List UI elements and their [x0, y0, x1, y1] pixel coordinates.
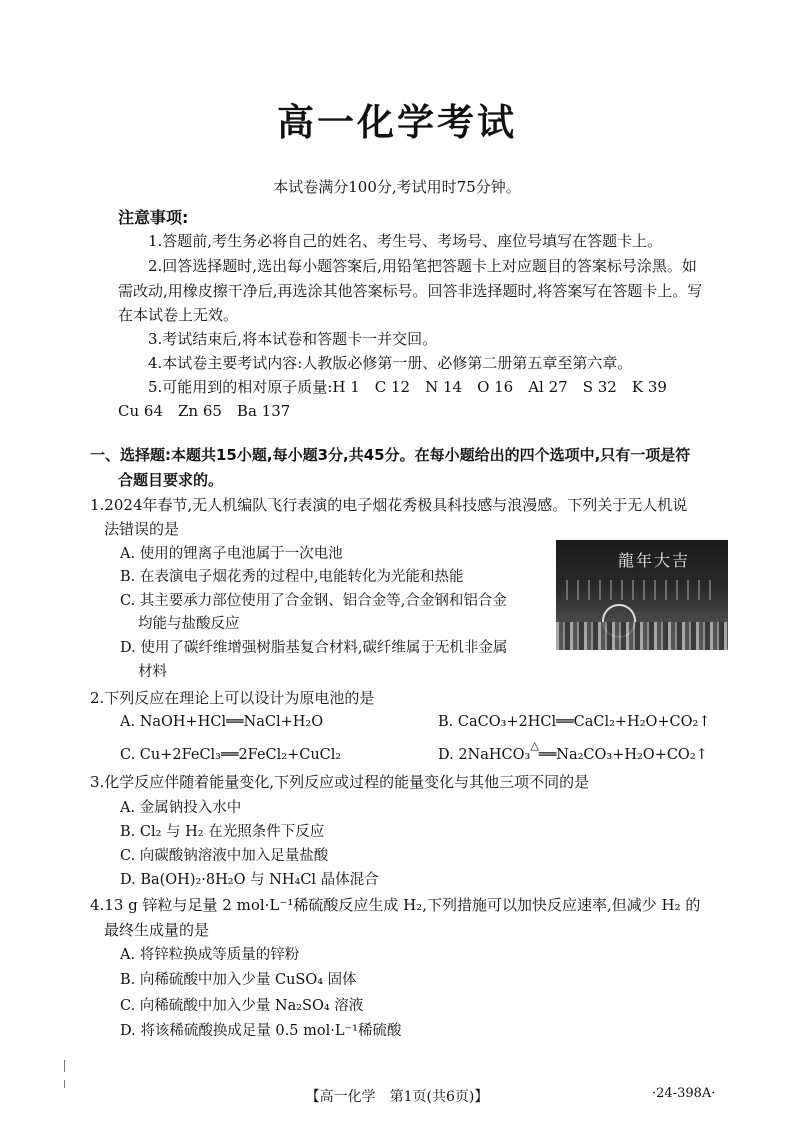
photo-lights-upper [566, 580, 716, 600]
section-heading-line-2: 合题目要求的。 [118, 471, 224, 489]
question-2-option-c: C. Cu+2FeCl₃══2FeCl₂+CuCl₂ [120, 747, 342, 763]
question-3-option-a: A. 金属钠投入水中 [120, 800, 242, 816]
photo-city-lights [556, 622, 728, 650]
question-3-option-d: D. Ba(OH)₂·8H₂O 与 NH₄Cl 晶体混合 [120, 872, 379, 888]
question-2-option-d-suffix: ══Na₂CO₃+H₂O+CO₂↑ [538, 747, 708, 763]
question-4-option-a: A. 将锌粒换成等质量的锌粉 [120, 947, 300, 963]
notice-item-5: 5.可能用到的相对原子质量:H 1 C 12 N 14 O 16 Al 27 S 32 K 39 [148, 378, 667, 396]
question-3-stem: 3.化学反应伴随着能量变化,下列反应或过程的能量变化与其他三项不同的是 [90, 773, 590, 791]
notice-item-5-cont: Cu 64 Zn 65 Ba 137 [118, 402, 291, 420]
question-2-option-a: A. NaOH+HCl══NaCl+H₂O [120, 714, 324, 730]
question-3-option-b: B. Cl₂ 与 H₂ 在光照条件下反应 [120, 824, 325, 840]
question-3-option-c: C. 向碳酸钠溶液中加入足量盐酸 [120, 848, 329, 864]
question-1-option-d: D. 使用了碳纤维增强树脂基复合材料,碳纤维属于无机非金属 [120, 640, 508, 656]
question-4-option-b: B. 向稀硫酸中加入少量 CuSO₄ 固体 [120, 972, 357, 988]
exam-info: 本试卷满分100分,考试用时75分钟。 [273, 178, 521, 196]
notice-item-1: 1.答题前,考生务必将自己的姓名、考生号、考场号、座位号填写在答题卡上。 [148, 232, 663, 250]
question-4-stem: 4.13 g 锌粒与足量 2 mol·L⁻¹稀硫酸反应生成 H₂,下列措施可以加快反应速率,但减少 H₂ 的 [90, 896, 701, 914]
heat-condition-symbol: △ [530, 739, 539, 752]
question-2-option-b: B. CaCO₃+2HCl══CaCl₂+H₂O+CO₂↑ [438, 714, 711, 730]
question-1-option-c-cont: 均能与盐酸反应 [138, 616, 240, 632]
binding-margin-mark [64, 1060, 65, 1072]
question-4-stem-cont: 最终生成量的是 [104, 921, 210, 939]
question-2-stem: 2.下列反应在理论上可以设计为原电池的是 [90, 689, 375, 707]
question-2-option-d-prefix: D. 2NaHCO₃ [438, 747, 531, 763]
question-1-stem-cont: 法错误的是 [104, 520, 180, 538]
paper-code: ·24-398A· [652, 1086, 716, 1101]
photo-caption: 龍年大吉 [618, 551, 691, 570]
question-2-option-d [438, 739, 708, 767]
section-heading-line-1: 一、选择题:本题共15小题,每小题3分,共45分。在每小题给出的四个选项中,只有一项是符 [90, 446, 691, 464]
question-4-option-c: C. 向稀硫酸中加入少量 Na₂SO₄ 溶液 [120, 998, 364, 1014]
question-1-stem: 1.2024年春节,无人机编队飞行表演的电子烟花秀极具科技感与浪漫感。下列关于无人机说 [90, 496, 688, 514]
notice-item-2: 2.回答选择题时,选出每小题答案后,用铅笔把答题卡上对应题目的答案标号涂黑。如需改动,用橡皮擦干净后,再选涂其他答案标号。回答非选择题时,将答案写在答题卡上。写在本试卷上无效。 [118, 257, 703, 324]
page-footer: 【高一化学 第1页(共6页)】 [305, 1089, 489, 1105]
question-1-option-b: B. 在表演电子烟花秀的过程中,电能转化为光能和热能 [120, 569, 464, 585]
notice-heading: 注意事项: [118, 208, 189, 227]
question-1-option-d-cont: 材料 [138, 664, 167, 680]
section-heading [90, 443, 740, 493]
page-title: 高一化学考试 [277, 101, 517, 144]
question-1-option-c: C. 其主要承力部位使用了合金钢、铝合金等,合金钢和铝合金 [120, 593, 507, 609]
drone-fireworks-photo [556, 540, 728, 650]
notice-item-3: 3.考试结束后,将本试卷和答题卡一并交回。 [148, 330, 438, 348]
notice-item-4: 4.本试卷主要考试内容:人教版必修第一册、必修第二册第五章至第六章。 [148, 354, 633, 372]
question-4-option-d: D. 将该稀硫酸换成足量 0.5 mol·L⁻¹稀硫酸 [120, 1023, 402, 1039]
question-1-option-a: A. 使用的锂离子电池属于一次电池 [120, 546, 343, 562]
